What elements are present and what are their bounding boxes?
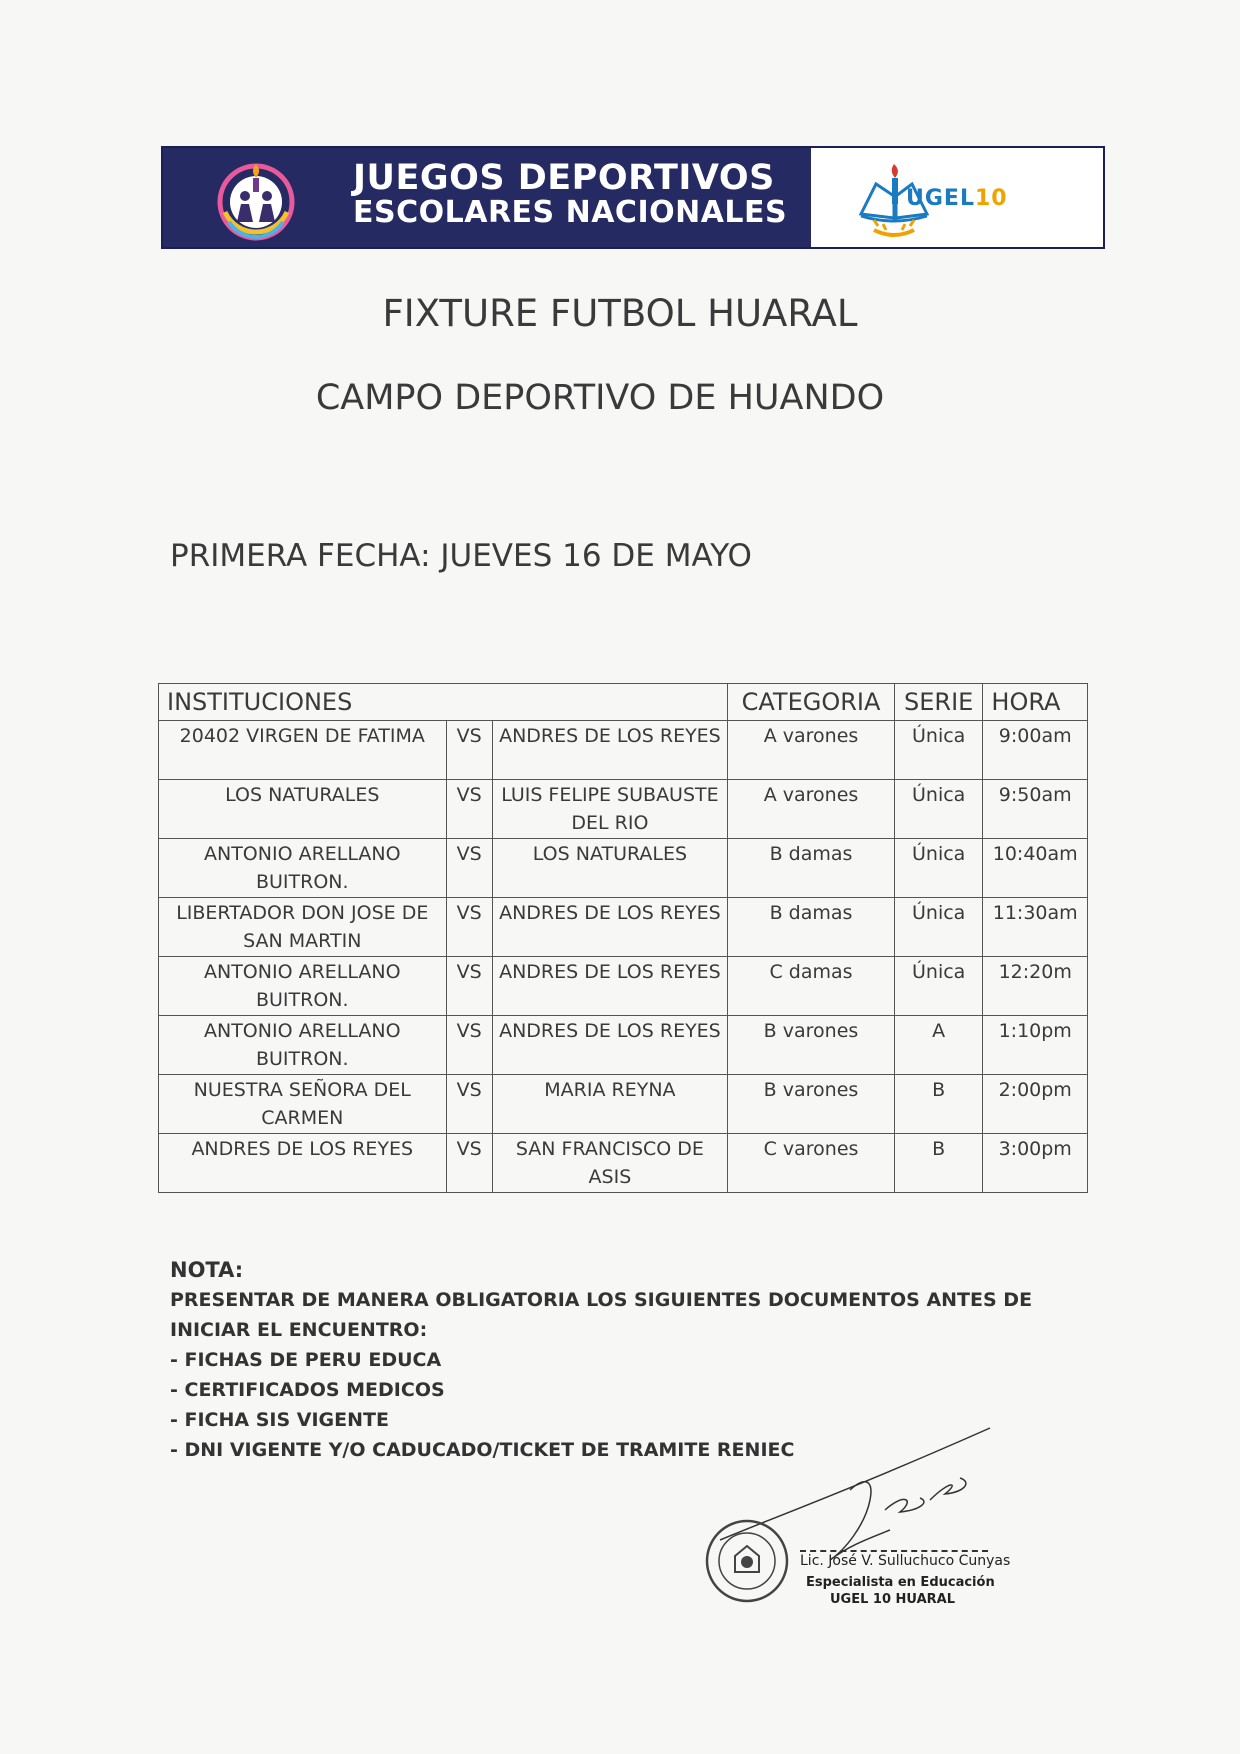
team-a-cell: LIBERTADOR DON JOSE DE SAN MARTIN bbox=[159, 898, 447, 957]
header-banner bbox=[161, 146, 1105, 249]
header-category: CATEGORIA bbox=[728, 684, 895, 721]
table-header-row bbox=[159, 684, 1088, 721]
games-logo-icon bbox=[211, 156, 301, 242]
table-row bbox=[159, 780, 1088, 839]
category-cell: B varones bbox=[728, 1016, 895, 1075]
banner-title bbox=[353, 160, 787, 228]
team-a-cell: ANTONIO ARELLANO BUITRON. bbox=[159, 839, 447, 898]
team-b-cell: ANDRES DE LOS REYES bbox=[492, 1016, 727, 1075]
table-row bbox=[159, 1075, 1088, 1134]
fixture-table-body bbox=[159, 721, 1088, 1193]
vs-cell: VS bbox=[446, 898, 492, 957]
team-a-cell: ANTONIO ARELLANO BUITRON. bbox=[159, 957, 447, 1016]
series-cell: Única bbox=[894, 721, 982, 780]
note-title: NOTA: bbox=[170, 1258, 244, 1282]
venue-heading: CAMPO DEPORTIVO DE HUANDO bbox=[315, 378, 885, 418]
category-cell: A varones bbox=[728, 780, 895, 839]
team-b-cell: ANDRES DE LOS REYES bbox=[492, 898, 727, 957]
official-seal-icon bbox=[702, 1516, 792, 1606]
table-row bbox=[159, 898, 1088, 957]
note-item: - CERTIFICADOS MEDICOS bbox=[170, 1379, 445, 1401]
vs-cell: VS bbox=[446, 1016, 492, 1075]
series-cell: B bbox=[894, 1134, 982, 1193]
series-cell: B bbox=[894, 1075, 982, 1134]
header-time: HORA bbox=[983, 684, 1088, 721]
team-a-cell: 20402 VIRGEN DE FATIMA bbox=[159, 721, 447, 780]
vs-cell: VS bbox=[446, 839, 492, 898]
time-cell: 11:30am bbox=[983, 898, 1088, 957]
ugel-label: UGEL bbox=[906, 186, 975, 211]
team-b-cell: ANDRES DE LOS REYES bbox=[492, 721, 727, 780]
table-row bbox=[159, 1134, 1088, 1193]
series-cell: Única bbox=[894, 957, 982, 1016]
signature-line bbox=[800, 1550, 988, 1552]
note-item: - FICHA SIS VIGENTE bbox=[170, 1409, 389, 1431]
table-row bbox=[159, 721, 1088, 780]
team-a-cell: ANDRES DE LOS REYES bbox=[159, 1134, 447, 1193]
series-cell: Única bbox=[894, 839, 982, 898]
category-cell: C damas bbox=[728, 957, 895, 1016]
category-cell: B damas bbox=[728, 898, 895, 957]
category-cell: A varones bbox=[728, 721, 895, 780]
vs-cell: VS bbox=[446, 721, 492, 780]
team-b-cell: LUIS FELIPE SUBAUSTE DEL RIO bbox=[492, 780, 727, 839]
time-cell: 9:00am bbox=[983, 721, 1088, 780]
team-a-cell: ANTONIO ARELLANO BUITRON. bbox=[159, 1016, 447, 1075]
banner-title-line1: JUEGOS DEPORTIVOS bbox=[353, 158, 775, 198]
team-a-cell: NUESTRA SEÑORA DEL CARMEN bbox=[159, 1075, 447, 1134]
category-cell: C varones bbox=[728, 1134, 895, 1193]
time-cell: 12:20m bbox=[983, 957, 1088, 1016]
signer-name: Lic. José V. Sulluchuco Cunyas bbox=[800, 1553, 1011, 1569]
category-cell: B damas bbox=[728, 839, 895, 898]
vs-cell: VS bbox=[446, 1075, 492, 1134]
table-row bbox=[159, 957, 1088, 1016]
ugel-banner bbox=[811, 148, 1103, 247]
note-item: - DNI VIGENTE Y/O CADUCADO/TICKET DE TRAMITE RENIEC bbox=[170, 1439, 795, 1461]
vs-cell: VS bbox=[446, 780, 492, 839]
document-title: FIXTURE FUTBOL HUARAL bbox=[382, 292, 858, 335]
signer-org: UGEL 10 HUARAL bbox=[830, 1592, 955, 1607]
vs-cell: VS bbox=[446, 957, 492, 1016]
series-cell: Única bbox=[894, 898, 982, 957]
team-b-cell: LOS NATURALES bbox=[492, 839, 727, 898]
time-cell: 10:40am bbox=[983, 839, 1088, 898]
team-b-cell: ANDRES DE LOS REYES bbox=[492, 957, 727, 1016]
banner-title-line2: ESCOLARES NACIONALES bbox=[353, 194, 788, 230]
vs-cell: VS bbox=[446, 1134, 492, 1193]
header-institutions: INSTITUCIONES bbox=[159, 684, 728, 721]
date-heading: PRIMERA FECHA: JUEVES 16 DE MAYO bbox=[170, 538, 752, 574]
time-cell: 2:00pm bbox=[983, 1075, 1088, 1134]
games-banner bbox=[163, 148, 811, 247]
ugel-wordmark bbox=[906, 186, 1008, 211]
time-cell: 9:50am bbox=[983, 780, 1088, 839]
fixture-table bbox=[158, 683, 1088, 1193]
note-item: - FICHAS DE PERU EDUCA bbox=[170, 1349, 442, 1371]
category-cell: B varones bbox=[728, 1075, 895, 1134]
series-cell: A bbox=[894, 1016, 982, 1075]
header-series: SERIE bbox=[894, 684, 982, 721]
ugel-number: 10 bbox=[974, 186, 1008, 211]
table-row bbox=[159, 839, 1088, 898]
time-cell: 1:10pm bbox=[983, 1016, 1088, 1075]
table-row bbox=[159, 1016, 1088, 1075]
team-b-cell: MARIA REYNA bbox=[492, 1075, 727, 1134]
signer-role: Especialista en Educación bbox=[806, 1575, 995, 1590]
series-cell: Única bbox=[894, 780, 982, 839]
time-cell: 3:00pm bbox=[983, 1134, 1088, 1193]
note-intro: PRESENTAR DE MANERA OBLIGATORIA LOS SIGUIENTES DOCUMENTOS ANTES DE INICIAR EL ENCUENTRO: bbox=[170, 1289, 1033, 1341]
team-a-cell: LOS NATURALES bbox=[159, 780, 447, 839]
team-b-cell: SAN FRANCISCO DE ASIS bbox=[492, 1134, 727, 1193]
